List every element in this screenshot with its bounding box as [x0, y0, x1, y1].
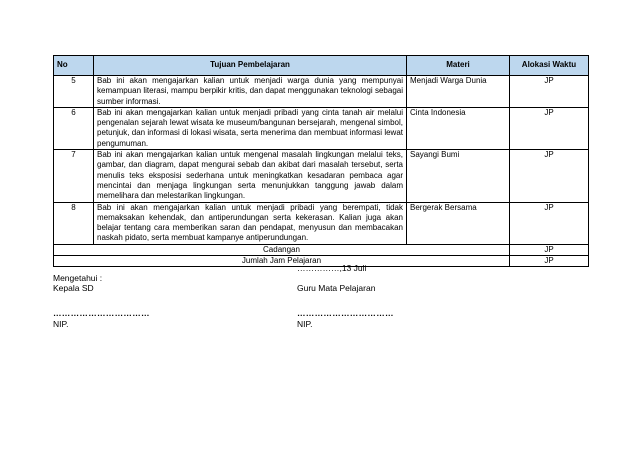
signature-line-left: ……………………………: [53, 308, 150, 318]
row-number: 5: [54, 76, 94, 108]
jumlah-label: Jumlah Jam Pelajaran: [54, 256, 510, 267]
table-row: [54, 76, 589, 108]
cadangan-value: JP: [510, 244, 589, 255]
signature-line-right: ……………………………: [297, 308, 394, 318]
cadangan-row: [54, 244, 589, 255]
row-number: 7: [54, 150, 94, 202]
learning-objectives-table: [53, 55, 589, 267]
header-alokasi-waktu: Alokasi Waktu: [510, 56, 589, 76]
row-alokasi: JP: [510, 76, 589, 108]
row-objective: Bab ini akan mengajarkan kalian untuk menjadi pribadi yang berempati, tidak memaksakan kehendak, dan antiperundungan serta kekerasan. Kalian juga akan belajar tentang cara memberikan saran dan pendapat, menyusun dan membacakan naskah pidato, serta membuat kampanye antiperundungan.: [94, 202, 407, 244]
row-alokasi: JP: [510, 150, 589, 202]
row-alokasi: JP: [510, 107, 589, 149]
header-materi: Materi: [407, 56, 510, 76]
row-materi: Menjadi Warga Dunia: [407, 76, 510, 108]
row-objective: Bab ini akan mengajarkan kalian untuk mengenal masalah lingkungan melalui teks, gambar, dan diagram, dapat mengurai sebab dan akibat dari masalah tersebut, serta menulis teks eksposisi sederhana untuk meningkatkan kesadaran pembaca agar mencintai dan menjaga lingkungan serta menunjukkan tanggung jawab dalam memelihara dan melestarikan lingkungan.: [94, 150, 407, 202]
nip-left: NIP.: [53, 319, 69, 329]
row-objective: Bab ini akan mengajarkan kalian untuk menjadi pribadi yang cinta tanah air melalui pengenalan sejarah lewat wisata ke museum/bangunan bersejarah, mengenal simbol, petunjuk, dan informasi di lokasi wisata, serta menerima dan membuat informasi lewat pengumuman.: [94, 107, 407, 149]
row-materi: Sayangi Bumi: [407, 150, 510, 202]
kepala-sd-label: Kepala SD: [53, 283, 94, 293]
row-materi: Bergerak Bersama: [407, 202, 510, 244]
nip-right: NIP.: [297, 319, 313, 329]
table-row: [54, 150, 589, 202]
table-row: [54, 202, 589, 244]
row-objective: Bab ini akan mengajarkan kalian untuk menjadi warga dunia yang mempunyai kemampuan literasi, mampu berpikir kritis, dan dapat menggunakan teknologi sebagai sumber informasi.: [94, 76, 407, 108]
cadangan-label: Cadangan: [54, 244, 510, 255]
guru-mata-pelajaran-label: Guru Mata Pelajaran: [297, 283, 376, 293]
header-tujuan-pembelajaran: Tujuan Pembelajaran: [94, 56, 407, 76]
signature-date: ……………,13 Juli: [297, 263, 367, 273]
table-header-row: [54, 56, 589, 76]
mengetahui-label: Mengetahui :: [53, 273, 103, 283]
jumlah-value: JP: [510, 256, 589, 267]
row-alokasi: JP: [510, 202, 589, 244]
row-number: 6: [54, 107, 94, 149]
table-row: [54, 107, 589, 149]
row-number: 8: [54, 202, 94, 244]
row-materi: Cinta Indonesia: [407, 107, 510, 149]
header-no: No: [54, 56, 94, 76]
